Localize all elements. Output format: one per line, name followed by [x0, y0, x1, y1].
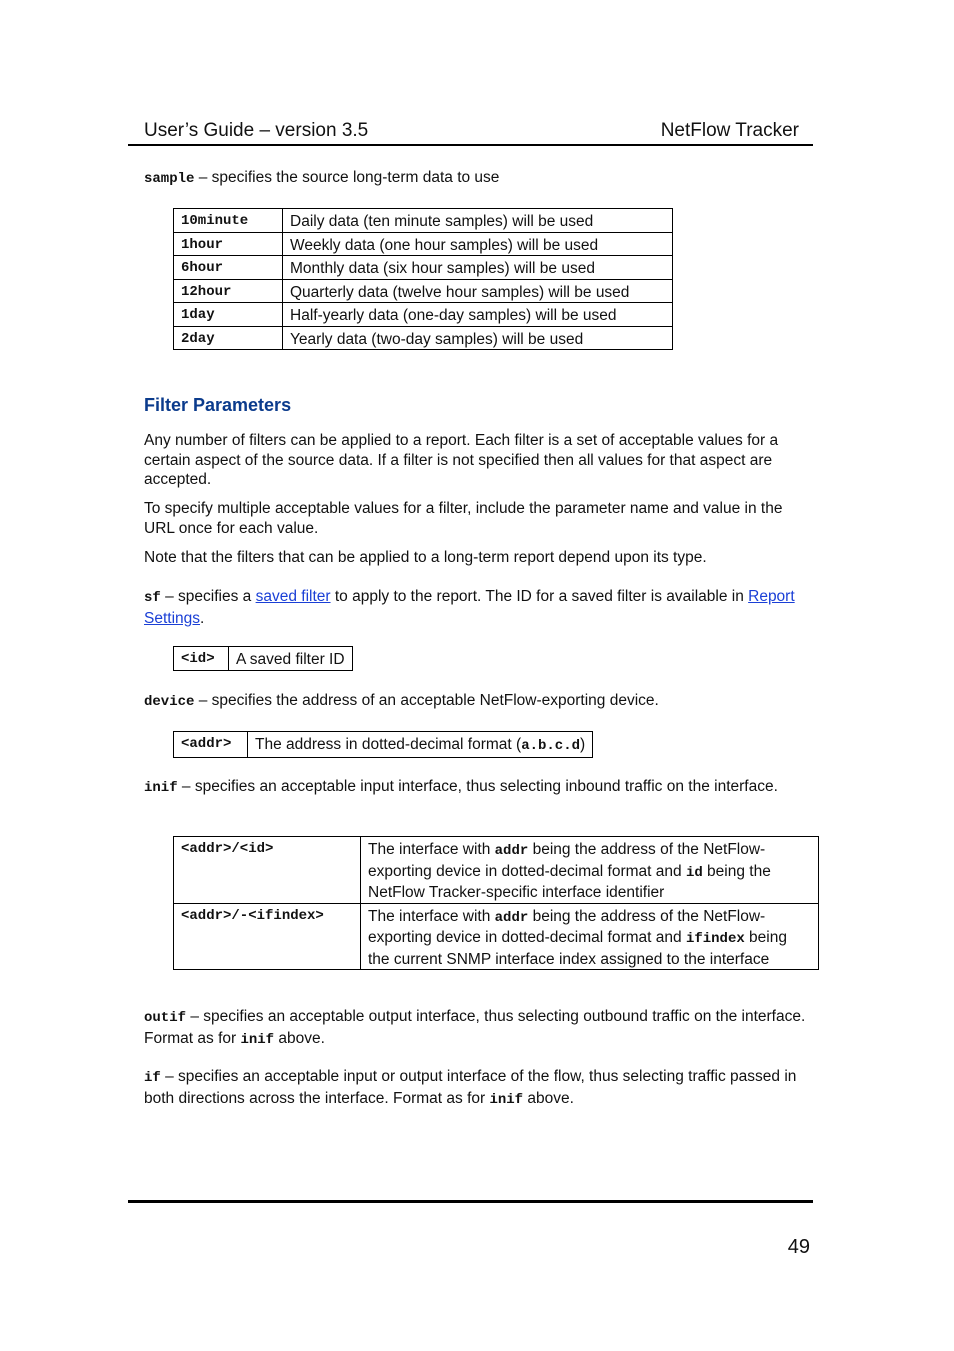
saved-filter-link[interactable]: saved filter	[255, 588, 331, 605]
report-settings-link[interactable]: Report Settings	[144, 588, 795, 627]
param-name: device	[144, 694, 195, 710]
device-table	[173, 731, 593, 758]
table-key-cell: <id>	[174, 647, 229, 671]
param-name: sf	[144, 590, 161, 606]
table-value-cell: The address in dotted-decimal format (a.b.c.d)	[248, 732, 593, 758]
table-value-cell: Monthly data (six hour samples) will be used	[283, 256, 673, 280]
table-value-cell: The interface with addr being the address of the NetFlow-exporting device in dotted-decimal format and ifindex being the current SNMP interface index assigned to the interface	[361, 903, 819, 970]
table-key-cell: 2day	[174, 326, 283, 350]
page-header	[128, 118, 813, 146]
page-number: 49	[787, 1236, 810, 1258]
table-key-cell: 10minute	[174, 209, 283, 233]
if-description: if – specifies an acceptable input or output interface of the flow, thus selecting traffic passed in both directions across the interface. Format as for inif above.	[144, 1068, 797, 1108]
table-key-cell: <addr>/<id>	[174, 837, 361, 904]
param-name: inif	[144, 780, 178, 796]
table-row	[174, 326, 673, 350]
table-row	[174, 903, 819, 970]
param-name: outif	[144, 1010, 187, 1026]
table-key-cell: 1hour	[174, 232, 283, 256]
table-row	[174, 303, 673, 327]
table-row	[174, 732, 593, 758]
section-heading: Filter Parameters	[144, 395, 292, 415]
table-key-cell: 12hour	[174, 279, 283, 303]
table-row	[174, 837, 819, 904]
param-name: sample	[144, 171, 195, 187]
inif-description: inif – specifies an acceptable input interface, thus selecting inbound traffic on the interface.	[144, 778, 778, 796]
sample-description: sample – specifies the source long-term data to use	[144, 169, 500, 187]
sf-table	[173, 646, 353, 671]
table-key-cell: <addr>/-<ifindex>	[174, 903, 361, 970]
header-title: User’s Guide – version 3.5	[144, 120, 369, 141]
table-value-cell: A saved filter ID	[229, 647, 353, 671]
sample-table	[173, 208, 673, 350]
sf-description: sf – specifies a saved filter to apply to the report. The ID for a saved filter is available in Report Settings.	[144, 588, 795, 627]
outif-description: outif – specifies an acceptable output interface, thus selecting outbound traffic on the interface. Format as for inif above.	[144, 1008, 806, 1048]
table-key-cell: 1day	[174, 303, 283, 327]
paragraph-multiple-values: To specify multiple acceptable values for a filter, include the parameter name and value in the URL once for each value.	[144, 500, 783, 537]
table-value-cell: Half-yearly data (one-day samples) will be used	[283, 303, 673, 327]
table-row	[174, 279, 673, 303]
table-row	[174, 647, 353, 671]
inif-table	[173, 836, 819, 970]
header-product: NetFlow Tracker	[660, 120, 799, 141]
table-row	[174, 209, 673, 233]
footer-rule	[128, 1200, 813, 1203]
param-name: if	[144, 1070, 161, 1086]
table-value-cell: Yearly data (two-day samples) will be used	[283, 326, 673, 350]
table-row	[174, 256, 673, 280]
table-value-cell: Weekly data (one hour samples) will be used	[283, 232, 673, 256]
table-value-cell: Quarterly data (twelve hour samples) will be used	[283, 279, 673, 303]
table-value-cell: The interface with addr being the address of the NetFlow-exporting device in dotted-decimal format and id being the NetFlow Tracker-specific interface identifier	[361, 837, 819, 904]
table-value-cell: Daily data (ten minute samples) will be used	[283, 209, 673, 233]
table-row	[174, 232, 673, 256]
paragraph-filter-type-note: Note that the filters that can be applied to a long-term report depend upon its type.	[144, 549, 707, 566]
table-key-cell: 6hour	[174, 256, 283, 280]
device-description: device – specifies the address of an acceptable NetFlow-exporting device.	[144, 692, 659, 710]
paragraph-filters-intro: Any number of filters can be applied to a report. Each filter is a set of acceptable values for a certain aspect of the source data. If a filter is not specified then all values for that aspect are accepted.	[144, 432, 779, 488]
table-key-cell: <addr>	[174, 732, 248, 758]
